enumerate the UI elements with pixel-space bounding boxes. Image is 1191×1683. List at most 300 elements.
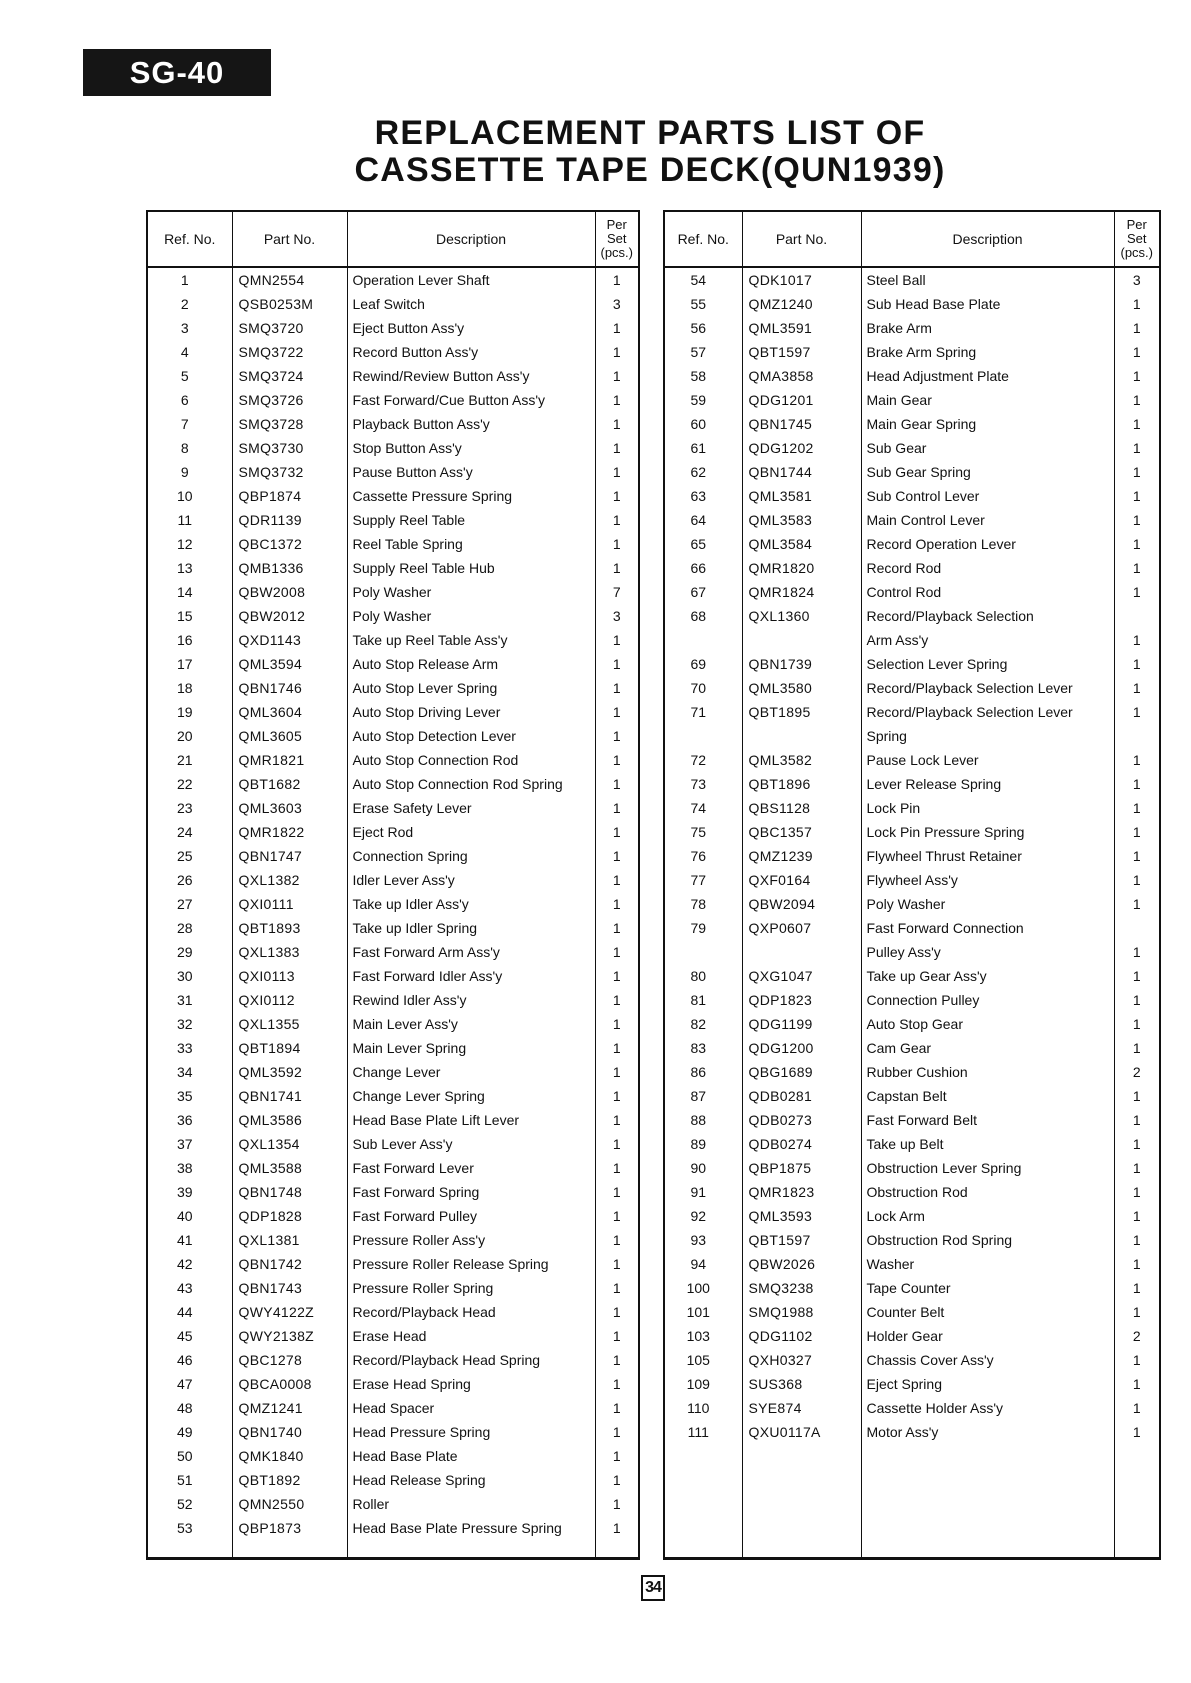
table-row [664,748,1160,772]
ref-no: 1 [180,272,189,288]
table-row [664,1276,1160,1300]
qty-per-set: 1 [1114,412,1160,436]
table-row [664,1204,1160,1228]
col-header-per-set: Per Set (pcs.) [595,211,639,267]
qty-per-set: 1 [595,868,639,892]
table-row [664,772,1160,796]
table-row [664,988,1160,1012]
description: Cassette Pressure Spring [347,484,595,508]
ref-no: 27 [176,896,193,912]
ref-no: 46 [176,1352,193,1368]
table-row [147,1492,639,1516]
page-title [330,115,970,189]
table-row [664,267,1160,292]
title-line-1: REPLACEMENT PARTS LIST OF [374,114,926,152]
table-row [664,1396,1160,1420]
qty-per-set: 1 [595,1444,639,1468]
description: Reel Table Spring [347,532,595,556]
ref-no: 69 [690,656,707,672]
ref-no: 44 [176,1304,193,1320]
ref-no: 101 [686,1304,710,1320]
table-header [147,211,639,267]
part-no: QBN1747 [232,844,347,868]
table-row [147,267,639,292]
part-no: QDG1200 [742,1036,861,1060]
table-row [147,340,639,364]
qty-per-set: 1 [1114,1084,1160,1108]
description: Poly Washer [861,892,1114,916]
ref-no: 55 [690,296,707,312]
qty-per-set: 1 [1114,436,1160,460]
qty-per-set: 1 [595,844,639,868]
ref-no: 68 [690,608,707,624]
table-row [664,796,1160,820]
description: Head Release Spring [347,1468,595,1492]
qty-per-set: 1 [1114,460,1160,484]
table-row [664,1156,1160,1180]
part-no: QBN1748 [232,1180,347,1204]
description: Obstruction Rod [861,1180,1114,1204]
qty-per-set: 1 [1114,388,1160,412]
table-row [147,1372,639,1396]
ref-no: 88 [690,1112,707,1128]
description: Chassis Cover Ass'y [861,1348,1114,1372]
qty-per-set: 1 [1114,748,1160,772]
description: Leaf Switch [347,292,595,316]
table-filler-row [664,1444,1160,1559]
table-row [147,1108,639,1132]
ref-no: 15 [176,608,193,624]
table-row [664,652,1160,676]
qty-per-set: 1 [1114,1108,1160,1132]
qty-per-set: 1 [595,628,639,652]
qty-per-set: 1 [595,724,639,748]
table-row [147,1180,639,1204]
qty-per-set: 1 [595,1276,639,1300]
table-row [664,1348,1160,1372]
table-row [147,484,639,508]
col-header-ref: Ref. No. [147,211,232,267]
qty-per-set: 1 [595,412,639,436]
table-row [664,1132,1160,1156]
qty-per-set: 3 [1114,267,1160,292]
description: Sub Gear Spring [861,460,1114,484]
qty-per-set: 1 [595,1180,639,1204]
table-row [147,1060,639,1084]
ref-no [664,628,742,652]
qty-per-set: 1 [595,1228,639,1252]
ref-no: 79 [690,920,707,936]
qty-per-set: 1 [1114,1276,1160,1300]
part-no: QBN1742 [232,1252,347,1276]
ref-no: 38 [176,1160,193,1176]
table-row [147,652,639,676]
qty-per-set: 1 [595,700,639,724]
table-row [147,1036,639,1060]
table-row [147,868,639,892]
description: Rewind Idler Ass'y [347,988,595,1012]
description: Sub Head Base Plate [861,292,1114,316]
table-row [147,460,639,484]
ref-no: 33 [176,1040,193,1056]
qty-per-set: 1 [595,1396,639,1420]
part-no: QML3605 [232,724,347,748]
ref-no: 81 [690,992,707,1008]
description: Eject Rod [347,820,595,844]
qty-per-set: 1 [595,676,639,700]
table-row [147,1012,639,1036]
part-no: QXL1382 [232,868,347,892]
table-row [147,988,639,1012]
qty-per-set: 1 [595,1252,639,1276]
part-no: QWY2138Z [232,1324,347,1348]
table-row [664,1372,1160,1396]
description: Lock Arm [861,1204,1114,1228]
ref-no: 36 [176,1112,193,1128]
qty-per-set: 1 [1114,532,1160,556]
ref-no: 110 [687,1400,710,1416]
ref-no: 53 [176,1520,193,1536]
ref-no: 66 [690,560,707,576]
col-header-part: Part No. [232,211,347,267]
qty-per-set: 1 [595,1372,639,1396]
part-no: QBW2008 [232,580,347,604]
qty-per-set: 1 [595,940,639,964]
description: Connection Spring [347,844,595,868]
ref-no [664,724,742,748]
col-header-ref: Ref. No. [664,211,742,267]
part-no: QBP1874 [232,484,347,508]
part-no: SMQ3722 [232,340,347,364]
ref-no: 77 [690,872,707,888]
description: Auto Stop Release Arm [347,652,595,676]
ref-no: 82 [690,1016,707,1032]
table-row [147,1156,639,1180]
description: Change Lever Spring [347,1084,595,1108]
table-row [147,412,639,436]
description: Pressure Roller Spring [347,1276,595,1300]
table-row [147,508,639,532]
ref-no: 21 [176,752,193,768]
description: Eject Spring [861,1372,1114,1396]
table-row [147,1444,639,1468]
ref-no: 18 [176,680,193,696]
ref-no: 93 [690,1232,707,1248]
part-no: SUS368 [742,1372,861,1396]
description: Main Control Lever [861,508,1114,532]
table-row [664,964,1160,988]
qty-per-set: 1 [1114,1420,1160,1444]
qty-per-set: 1 [595,484,639,508]
ref-no: 65 [690,536,707,552]
qty-per-set: 1 [1114,1036,1160,1060]
empty-cell [1114,1444,1160,1559]
qty-per-set: 1 [595,1516,639,1540]
qty-per-set: 7 [595,580,639,604]
empty-cell [147,1540,232,1559]
ref-no: 74 [690,800,707,816]
ref-no: 54 [690,272,707,288]
table-row [664,460,1160,484]
description: Cassette Holder Ass'y [861,1396,1114,1420]
part-no: QML3603 [232,796,347,820]
ref-no: 49 [176,1424,193,1440]
table-row [147,700,639,724]
description: Main Gear Spring [861,412,1114,436]
table-row [147,1468,639,1492]
part-no: QDB0274 [742,1132,861,1156]
qty-per-set: 1 [595,340,639,364]
table-row [664,436,1160,460]
part-no: QXU0117A [742,1420,861,1444]
part-no: QML3604 [232,700,347,724]
part-no: QML3586 [232,1108,347,1132]
table-row [664,724,1160,748]
ref-no: 67 [690,584,707,600]
part-no: QML3594 [232,652,347,676]
part-no: QSB0253M [232,292,347,316]
table-row [147,1300,639,1324]
table-row [664,1420,1160,1444]
part-no: QBP1873 [232,1516,347,1540]
ref-no: 14 [176,584,193,600]
qty-per-set: 1 [595,436,639,460]
table-row [147,532,639,556]
table-row [147,316,639,340]
ref-no: 29 [176,944,193,960]
part-no: QBC1357 [742,820,861,844]
ref-no: 71 [690,704,707,720]
description: Counter Belt [861,1300,1114,1324]
ref-no: 20 [176,728,193,744]
part-no: QML3588 [232,1156,347,1180]
description: Head Spacer [347,1396,595,1420]
ref-no: 24 [176,824,193,840]
col-header-part: Part No. [742,211,861,267]
ref-no: 5 [180,368,189,384]
description: Take up Belt [861,1132,1114,1156]
table-row [147,748,639,772]
description: Erase Head Spring [347,1372,595,1396]
description: Head Base Plate Lift Lever [347,1108,595,1132]
table-row [664,388,1160,412]
description: Sub Lever Ass'y [347,1132,595,1156]
description: Lock Pin Pressure Spring [861,820,1114,844]
part-no: QDB0281 [742,1084,861,1108]
part-no: QBCA0008 [232,1372,347,1396]
description: Head Base Plate [347,1444,595,1468]
table-row [664,1228,1160,1252]
description: Head Pressure Spring [347,1420,595,1444]
table-row [664,364,1160,388]
description: Record Operation Lever [861,532,1114,556]
table-row [147,796,639,820]
qty-per-set: 3 [595,292,639,316]
qty-per-set: 1 [595,1324,639,1348]
table-row [147,844,639,868]
description: Pressure Roller Release Spring [347,1252,595,1276]
ref-no: 61 [690,440,707,456]
part-no: QXI0111 [232,892,347,916]
description: Control Rod [861,580,1114,604]
table-row [147,604,639,628]
table-row [147,628,639,652]
ref-no: 52 [176,1496,193,1512]
description: Record Button Ass'y [347,340,595,364]
description: Sub Control Lever [861,484,1114,508]
table-row [147,964,639,988]
table-row [147,556,639,580]
part-no: QDR1139 [232,508,347,532]
part-no: QDB0273 [742,1108,861,1132]
part-no: SMQ3238 [742,1276,861,1300]
table-row [147,1324,639,1348]
table-row [664,1180,1160,1204]
qty-per-set: 1 [1114,484,1160,508]
description: Record/Playback Selection Lever [861,676,1114,700]
table-row [147,940,639,964]
qty-per-set: 1 [595,1300,639,1324]
description: Poly Washer [347,580,595,604]
description: Selection Lever Spring [861,652,1114,676]
description: Steel Ball [861,267,1114,292]
part-no: QBN1741 [232,1084,347,1108]
part-no: QBN1740 [232,1420,347,1444]
table-row [664,700,1160,724]
part-no: QBS1128 [742,796,861,820]
table-row [147,820,639,844]
qty-per-set: 1 [595,364,639,388]
part-no: QXL1381 [232,1228,347,1252]
qty-per-set: 1 [595,1492,639,1516]
table-row [147,1084,639,1108]
qty-per-set: 1 [1114,1396,1160,1420]
qty-per-set: 1 [1114,580,1160,604]
ref-no: 73 [690,776,707,792]
ref-no: 10 [176,488,193,504]
part-no: QBT1894 [232,1036,347,1060]
ref-no: 19 [176,704,193,720]
qty-per-set: 1 [595,1468,639,1492]
part-no: QDP1828 [232,1204,347,1228]
qty-per-set: 1 [1114,1204,1160,1228]
part-no: QML3584 [742,532,861,556]
col-header-per-set: Per Set (pcs.) [1114,211,1160,267]
qty-per-set: 1 [595,1108,639,1132]
description: Pressure Roller Ass'y [347,1228,595,1252]
qty-per-set: 1 [1114,556,1160,580]
ref-no: 41 [176,1232,193,1248]
qty-per-set: 1 [1114,700,1160,724]
qty-per-set: 1 [1114,340,1160,364]
qty-per-set: 1 [595,1204,639,1228]
description: Arm Ass'y [861,628,1114,652]
ref-no: 103 [686,1328,710,1344]
table-row [664,820,1160,844]
table-row [664,892,1160,916]
table-row [664,316,1160,340]
part-no: QBT1896 [742,772,861,796]
qty-per-set: 1 [595,1036,639,1060]
qty-per-set: 1 [595,772,639,796]
part-no: QML3591 [742,316,861,340]
description: Head Base Plate Pressure Spring [347,1516,595,1540]
description: Roller [347,1492,595,1516]
part-no: QXL1360 [742,604,861,628]
table-row [147,892,639,916]
description: Fast Forward Belt [861,1108,1114,1132]
qty-per-set: 1 [1114,1228,1160,1252]
description: Head Adjustment Plate [861,364,1114,388]
empty-cell [232,1540,347,1559]
description: Pause Lock Lever [861,748,1114,772]
qty-per-set: 1 [1114,628,1160,652]
qty-per-set: 1 [595,748,639,772]
description: Main Lever Ass'y [347,1012,595,1036]
qty-per-set: 1 [1114,796,1160,820]
ref-no: 75 [690,824,707,840]
ref-no: 9 [180,464,189,480]
table-row [664,412,1160,436]
qty-per-set: 1 [1114,1132,1160,1156]
ref-no: 59 [690,392,707,408]
description: Brake Arm Spring [861,340,1114,364]
part-no: QMR1820 [742,556,861,580]
description: Erase Safety Lever [347,796,595,820]
description: Record/Playback Head [347,1300,595,1324]
empty-cell [595,1540,639,1559]
table-row [664,1252,1160,1276]
part-no: QMZ1240 [742,292,861,316]
description: Take up Reel Table Ass'y [347,628,595,652]
table-row [664,940,1160,964]
qty-per-set [1114,724,1160,748]
qty-per-set: 1 [1114,844,1160,868]
description: Erase Head [347,1324,595,1348]
description: Record/Playback Selection [861,604,1114,628]
table-row [664,868,1160,892]
empty-cell [742,1444,861,1559]
qty-per-set: 1 [595,988,639,1012]
qty-per-set: 1 [595,1420,639,1444]
part-no: QBC1372 [232,532,347,556]
table-row [147,676,639,700]
ref-no: 31 [176,992,193,1008]
ref-no: 40 [176,1208,193,1224]
ref-no: 28 [176,920,193,936]
description: Motor Ass'y [861,1420,1114,1444]
qty-per-set: 1 [1114,940,1160,964]
description: Auto Stop Lever Spring [347,676,595,700]
table-row [147,1348,639,1372]
ref-no: 12 [176,536,193,552]
part-no: QDK1017 [742,267,861,292]
description: Sub Gear [861,436,1114,460]
part-no: QMZ1241 [232,1396,347,1420]
description: Brake Arm [861,316,1114,340]
part-no: QXL1383 [232,940,347,964]
ref-no [664,940,742,964]
ref-no: 91 [690,1184,707,1200]
part-no: SMQ3726 [232,388,347,412]
ref-no: 32 [176,1016,193,1032]
table-row [664,484,1160,508]
qty-per-set: 1 [595,796,639,820]
table-row [147,1228,639,1252]
model-badge: SG-40 [83,49,271,96]
description: Holder Gear [861,1324,1114,1348]
table-row [147,1204,639,1228]
